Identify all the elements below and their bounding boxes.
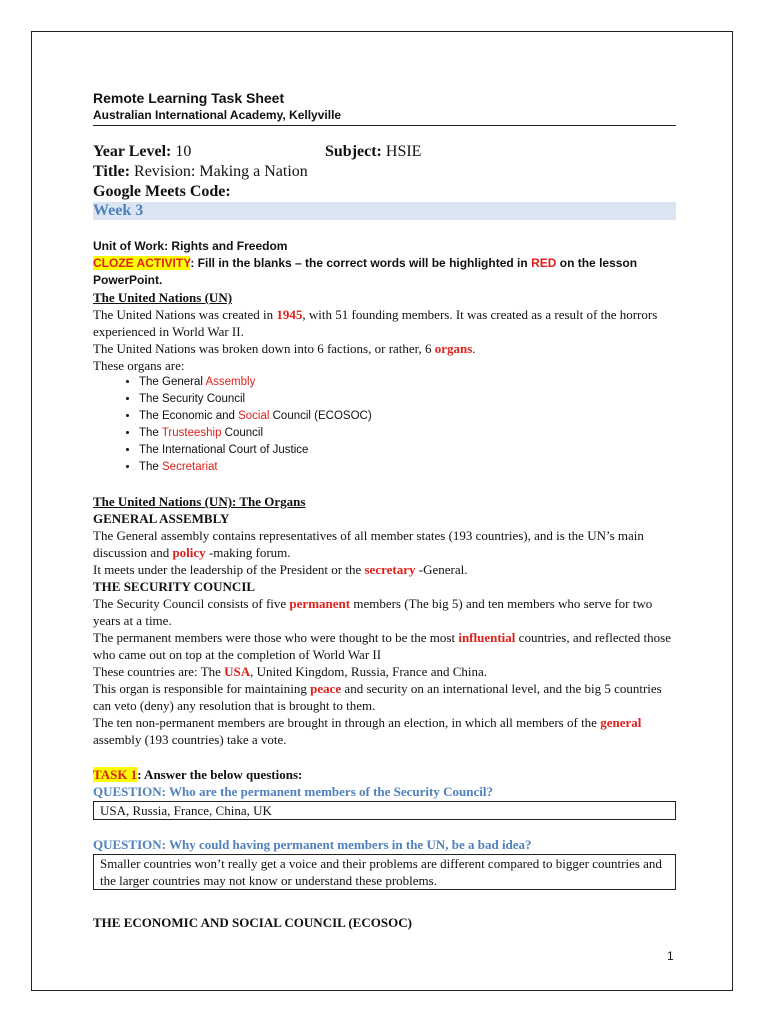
organs-list — [93, 374, 676, 476]
year-label: Year Level: — [93, 143, 172, 160]
un-heading: The United Nations (UN) — [93, 290, 233, 305]
title-label: Title: — [93, 163, 131, 180]
organs-heading: The United Nations (UN): The Organs — [93, 494, 306, 509]
ecosoc-heading: THE ECONOMIC AND SOCIAL COUNCIL (ECOSOC) — [93, 915, 412, 930]
subject-value: HSIE — [381, 143, 422, 160]
general-assembly-heading: GENERAL ASSEMBLY — [93, 511, 230, 526]
sc-paragraph-4: This organ is responsible for maintaining peace and security on an international level, and the big 5 countries can veto (deny) any resolution that is brought to them. — [93, 681, 662, 713]
list-item: • The Security Council — [139, 391, 676, 408]
sc-paragraph-1: The Security Council consists of five permanent members (The big 5) and ten members who serve for two years at a time. — [93, 596, 653, 628]
cloze-text-a: : Fill in the blanks – the correct words will be highlighted in — [190, 256, 532, 270]
cloze-instruction — [93, 255, 676, 289]
ga-paragraph-1: The General assembly contains representatives of all member states (193 countries), and is the UN’s main discussion and policy -making forum. — [93, 528, 644, 560]
question-1: QUESTION: Who are the permanent members of the Security Council? — [93, 784, 493, 799]
un-paragraph-2: The United Nations was broken down into 6 factions, or rather, 6 organs. — [93, 341, 476, 356]
cloze-tag: CLOZE ACTIVITY — [93, 256, 191, 270]
list-item: • The Secretariat — [139, 459, 676, 476]
un-paragraph-1: The United Nations was created in 1945, with 51 founding members. It was created as a result of the horrors experienced in World War II. — [93, 307, 658, 339]
cloze-text-b: on the lesson PowerPoint. — [93, 256, 638, 287]
subject-label: Subject: — [325, 143, 382, 160]
list-item: • The Trusteeship Council — [139, 425, 676, 442]
answer-2-box[interactable]: Smaller countries won’t really get a voice and their problems are different compared to bigger countries and the larger countries may not know or understand these problems. — [93, 854, 676, 890]
document-body — [93, 89, 676, 931]
answer-1-box[interactable]: USA, Russia, France, China, UK — [93, 801, 676, 820]
unit-of-work: Unit of Work: Rights and Freedom — [93, 239, 288, 253]
cloze-red-word: RED — [531, 256, 557, 270]
meets-label: Google Meets Code: — [93, 183, 231, 200]
list-item: • The Economic and Social Council (ECOSOC) — [139, 408, 676, 425]
sc-paragraph-3: These countries are: The USA, United Kingdom, Russia, France and China. — [93, 664, 488, 679]
sc-paragraph-5: The ten non-permanent members are brought in through an election, in which all members of the general assembly (193 countries) take a vote. — [93, 715, 642, 747]
school-name: Australian International Academy, Kellyville — [93, 107, 676, 126]
task-tag: TASK 1 — [93, 767, 138, 782]
year-value: 10 — [171, 143, 192, 160]
question-2: QUESTION: Why could having permanent members in the UN, be a bad idea? — [93, 837, 532, 852]
sheet-title: Remote Learning Task Sheet — [93, 90, 285, 106]
page-number: 1 — [667, 949, 674, 963]
list-item: • The International Court of Justice — [139, 442, 676, 459]
sc-paragraph-2: The permanent members were those who were thought to be the most influential countries, and reflected those who came out on top at the completion of World War II — [93, 630, 671, 662]
un-paragraph-3: These organs are: — [93, 358, 185, 373]
meta-block — [93, 142, 676, 202]
week-banner: Week 3 — [93, 202, 676, 220]
ga-paragraph-2: It meets under the leadership of the President or the secretary -General. — [93, 562, 468, 577]
task-instruction: TASK 1: Answer the below questions: — [93, 767, 303, 782]
security-council-heading: THE SECURITY COUNCIL — [93, 579, 256, 594]
list-item: • The General Assembly — [139, 374, 676, 391]
title-value: Revision: Making a Nation — [130, 163, 308, 180]
